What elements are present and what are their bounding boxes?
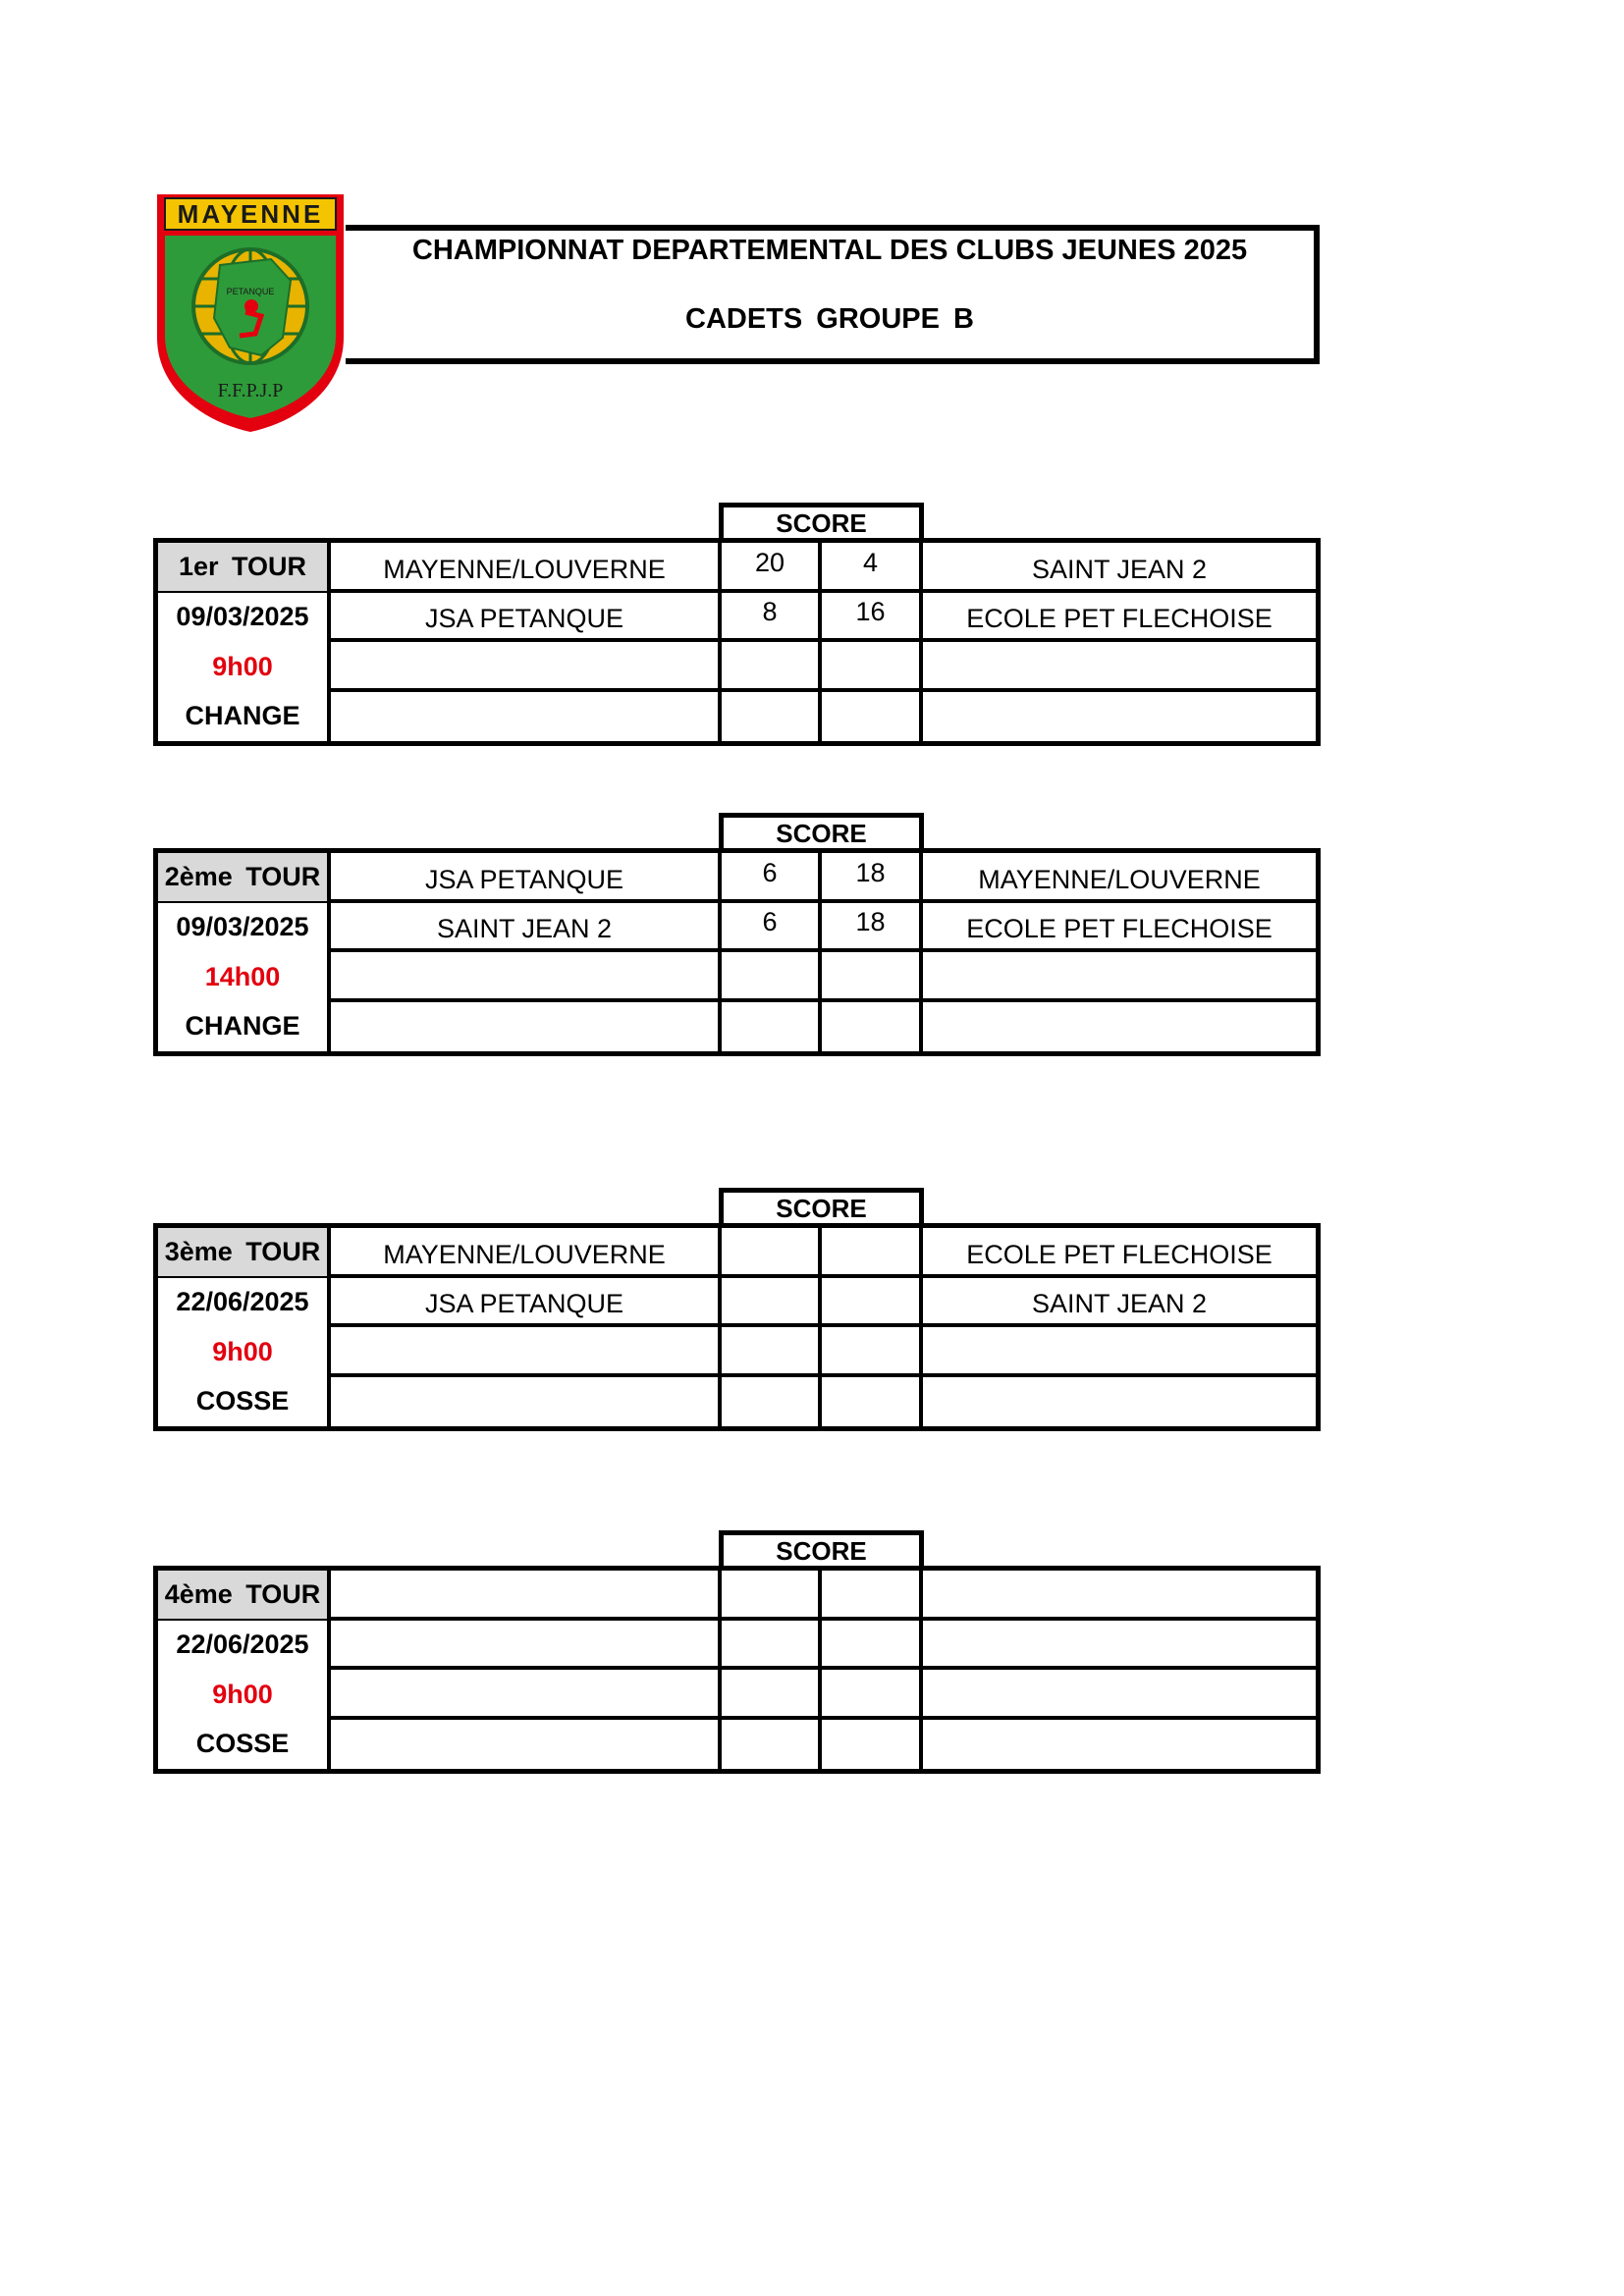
away-score — [822, 1670, 923, 1720]
round-date: 09/03/2025 — [158, 593, 331, 643]
home-score — [722, 1228, 822, 1278]
round-block-4 — [153, 1530, 1321, 1776]
home-team — [331, 1377, 722, 1427]
away-score — [822, 1228, 923, 1278]
round-time: 9h00 — [158, 1327, 331, 1377]
round-place: COSSE — [158, 1720, 331, 1770]
away-team — [923, 1571, 1316, 1621]
round-table — [153, 848, 1321, 1056]
away-team — [923, 1002, 1316, 1052]
home-score: 6 — [722, 903, 822, 953]
round-label: 1er TOUR — [158, 543, 331, 593]
home-team — [331, 642, 722, 692]
round-block-3 — [153, 1188, 1321, 1433]
round-time: 9h00 — [158, 1670, 331, 1720]
away-score — [822, 1377, 923, 1427]
away-score — [822, 1327, 923, 1377]
crest-graphic — [153, 190, 348, 434]
home-team: JSA PETANQUE — [331, 853, 722, 903]
home-score — [722, 1621, 822, 1671]
away-team: SAINT JEAN 2 — [923, 543, 1316, 593]
away-team — [923, 642, 1316, 692]
round-place: CHANGE — [158, 1002, 331, 1052]
home-team — [331, 1327, 722, 1377]
round-date: 09/03/2025 — [158, 903, 331, 953]
round-date: 22/06/2025 — [158, 1278, 331, 1328]
home-team — [331, 1720, 722, 1770]
away-team — [923, 1720, 1316, 1770]
away-score: 16 — [822, 593, 923, 643]
away-team — [923, 1621, 1316, 1671]
away-team: ECOLE PET FLECHOISE — [923, 1228, 1316, 1278]
away-team — [923, 1327, 1316, 1377]
home-score — [722, 692, 822, 742]
group-subtitle: CADETS GROUPE B — [685, 303, 974, 335]
away-team: ECOLE PET FLECHOISE — [923, 903, 1316, 953]
round-time: 14h00 — [158, 952, 331, 1002]
away-team — [923, 952, 1316, 1002]
home-score — [722, 952, 822, 1002]
away-score: 18 — [822, 853, 923, 903]
away-score — [822, 642, 923, 692]
away-score: 4 — [822, 543, 923, 593]
round-block-1 — [153, 503, 1321, 748]
svg-text:PETANQUE: PETANQUE — [226, 287, 275, 296]
round-place: COSSE — [158, 1377, 331, 1427]
score-header: SCORE — [719, 503, 924, 538]
round-block-2 — [153, 813, 1321, 1058]
home-team — [331, 1002, 722, 1052]
home-team: JSA PETANQUE — [331, 1278, 722, 1328]
round-place: CHANGE — [158, 692, 331, 742]
away-score — [822, 952, 923, 1002]
away-score — [822, 1720, 923, 1770]
away-team — [923, 1377, 1316, 1427]
header-box — [346, 225, 1320, 364]
home-team: MAYENNE/LOUVERNE — [331, 543, 722, 593]
home-team — [331, 952, 722, 1002]
away-team: ECOLE PET FLECHOISE — [923, 593, 1316, 643]
away-score — [822, 1002, 923, 1052]
home-score: 20 — [722, 543, 822, 593]
home-score: 8 — [722, 593, 822, 643]
home-team: SAINT JEAN 2 — [331, 903, 722, 953]
mayenne-crest-logo — [153, 190, 348, 434]
home-score: 6 — [722, 853, 822, 903]
round-label: 4ème TOUR — [158, 1571, 331, 1621]
svg-text:MAYENNE: MAYENNE — [177, 199, 324, 229]
home-score — [722, 1377, 822, 1427]
home-team: JSA PETANQUE — [331, 593, 722, 643]
away-score: 18 — [822, 903, 923, 953]
home-team — [331, 692, 722, 742]
home-team — [331, 1571, 722, 1621]
round-label: 2ème TOUR — [158, 853, 331, 903]
home-team — [331, 1670, 722, 1720]
away-team: SAINT JEAN 2 — [923, 1278, 1316, 1328]
round-table — [153, 538, 1321, 746]
away-team — [923, 692, 1316, 742]
home-score — [722, 642, 822, 692]
away-score — [822, 1278, 923, 1328]
championship-title: CHAMPIONNAT DEPARTEMENTAL DES CLUBS JEUNES 2025 — [411, 235, 1248, 266]
score-header: SCORE — [719, 1530, 924, 1566]
away-score — [822, 1621, 923, 1671]
home-score — [722, 1670, 822, 1720]
home-score — [722, 1720, 822, 1770]
away-team — [923, 1670, 1316, 1720]
round-table — [153, 1223, 1321, 1431]
home-team — [331, 1621, 722, 1671]
score-header: SCORE — [719, 1188, 924, 1223]
round-time: 9h00 — [158, 642, 331, 692]
round-date: 22/06/2025 — [158, 1621, 331, 1671]
home-score — [722, 1571, 822, 1621]
home-team: MAYENNE/LOUVERNE — [331, 1228, 722, 1278]
away-score — [822, 1571, 923, 1621]
home-score — [722, 1327, 822, 1377]
away-team: MAYENNE/LOUVERNE — [923, 853, 1316, 903]
away-score — [822, 692, 923, 742]
svg-text:F.F.P.J.P: F.F.P.J.P — [217, 380, 284, 401]
score-header: SCORE — [719, 813, 924, 848]
home-score — [722, 1278, 822, 1328]
home-score — [722, 1002, 822, 1052]
round-table — [153, 1566, 1321, 1774]
round-label: 3ème TOUR — [158, 1228, 331, 1278]
